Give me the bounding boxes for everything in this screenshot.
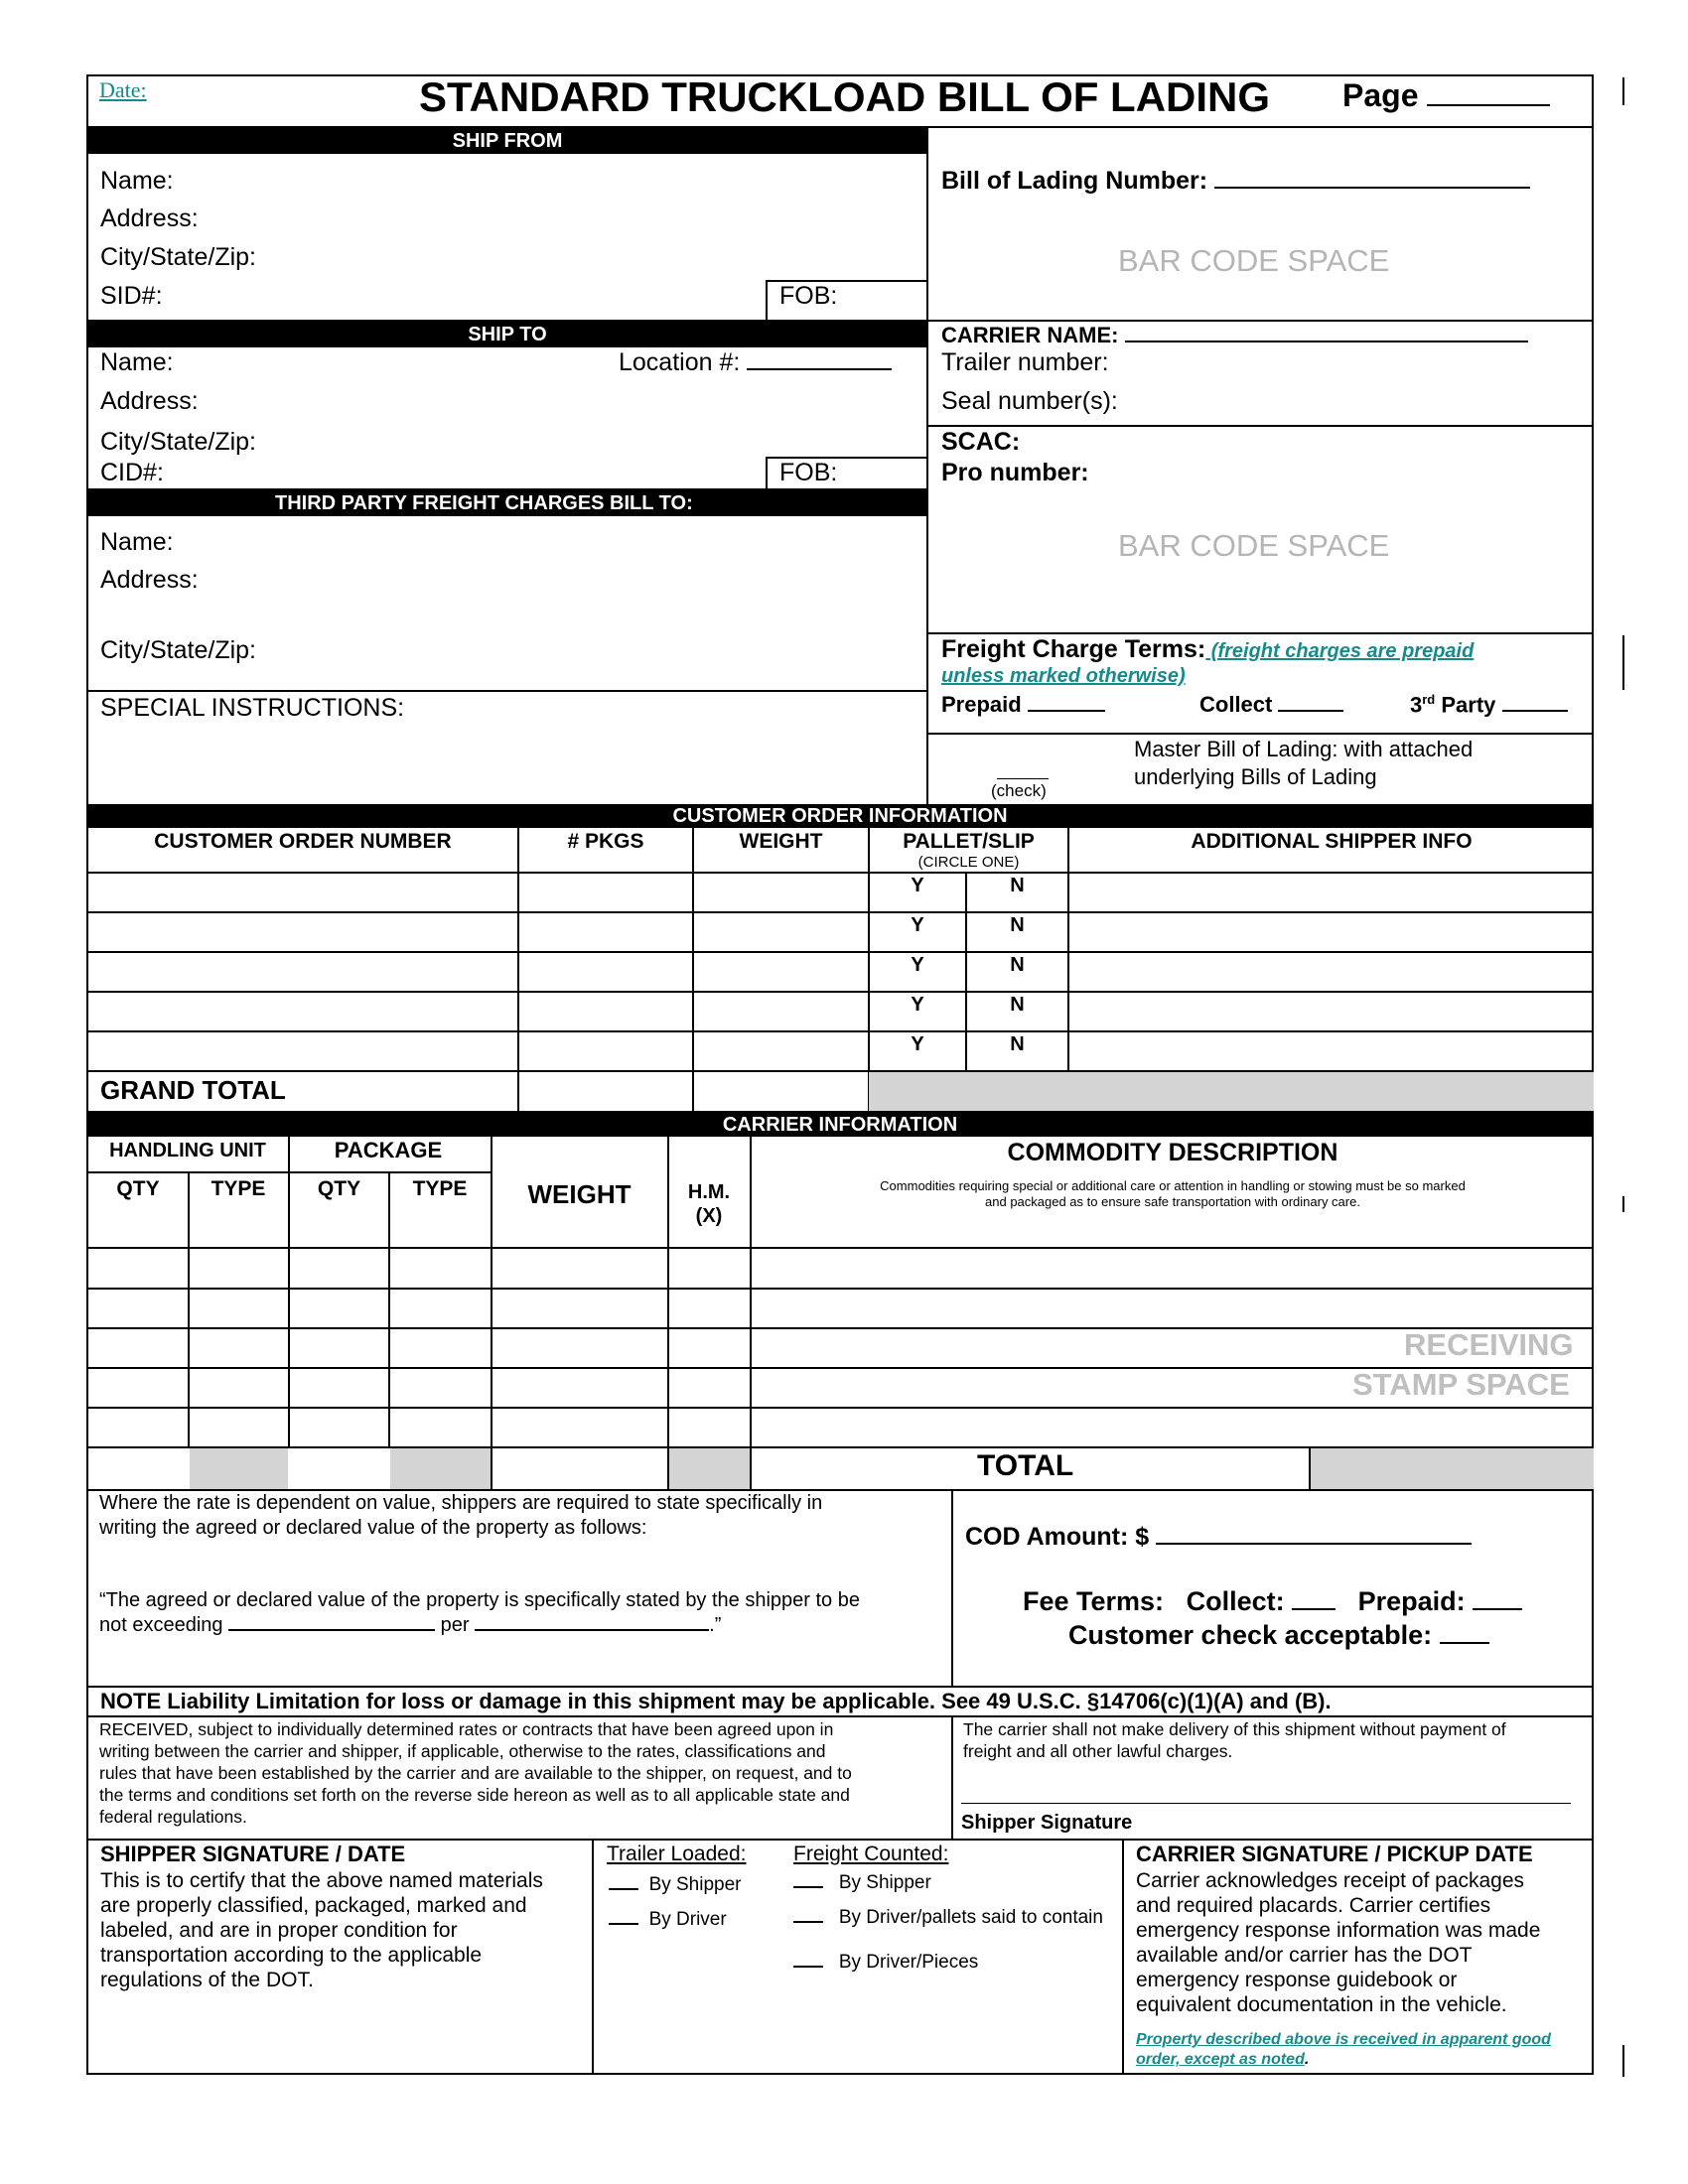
customer-order-header: CUSTOMER ORDER NUMBER	[154, 830, 452, 853]
total-shaded	[1311, 1448, 1594, 1489]
pallet-no[interactable]: N	[1010, 954, 1025, 976]
customer-order-header: PALLET/SLIP	[903, 830, 1035, 853]
commodity-description-header: COMMODITY DESCRIPTION	[1007, 1139, 1338, 1166]
pallet-yes[interactable]: Y	[911, 875, 924, 896]
value-statement-1: Where the rate is dependent on value, shippers are required to state specifically in	[99, 1492, 823, 1514]
shipper-signature-label: Shipper Signature	[961, 1812, 1133, 1834]
master-bol-line1: Master Bill of Lading: with attached	[1134, 737, 1474, 761]
master-bol-checkbox[interactable]	[997, 778, 1049, 779]
bol-number-label: Bill of Lading Number:	[941, 167, 1530, 196]
seal-numbers[interactable]: Seal number(s):	[941, 387, 1118, 415]
cod-amount-field[interactable]	[1156, 1543, 1472, 1545]
pallet-yes[interactable]: Y	[911, 914, 924, 936]
ship-to-fob[interactable]: FOB:	[779, 459, 838, 486]
collect-option[interactable]: Collect	[1199, 692, 1343, 718]
ship-from-sid[interactable]: SID#:	[100, 282, 163, 310]
no-delivery-2: freight and all other lawful charges.	[963, 1741, 1233, 1761]
rule	[86, 991, 1594, 993]
pallet-no[interactable]: N	[1010, 875, 1025, 896]
shipper-signature-title: SHIPPER SIGNATURE / DATE	[100, 1842, 406, 1866]
total-label: TOTAL	[977, 1449, 1074, 1482]
grand-total-label: GRAND TOTAL	[100, 1075, 286, 1105]
carrier-cert-3: emergency response information was made	[1136, 1919, 1541, 1942]
check-label: (check)	[991, 781, 1047, 800]
ship-to-cid[interactable]: CID#:	[100, 459, 164, 486]
package-header: PACKAGE	[334, 1138, 443, 1162]
liability-note: NOTE Liability Limitation for loss or damage in this shipment may be applicable. See 49 U.S.C. §14706(c)(1)(A) and (B).	[100, 1689, 1332, 1713]
hm-x-header: (X)	[695, 1205, 723, 1227]
carrier-cert-2: and required placards. Carrier certifies	[1136, 1894, 1491, 1917]
rule	[766, 457, 768, 488]
trailer-number[interactable]: Trailer number:	[941, 348, 1109, 376]
rule	[86, 1247, 1594, 1249]
no-delivery-1: The carrier shall not make delivery of this shipment without payment of	[963, 1719, 1506, 1739]
rule	[86, 951, 1594, 953]
customer-check-acceptable: Customer check acceptable:	[1068, 1620, 1489, 1651]
rule	[926, 425, 1594, 427]
freight-counted-by-driver-pieces[interactable]: By Driver/Pieces	[793, 1952, 978, 1974]
shipper-cert-5: regulations of the DOT.	[100, 1969, 314, 1991]
rule	[1122, 1839, 1124, 2074]
rule	[951, 1715, 953, 1839]
carrier-cert-4: available and/or carrier has the DOT	[1136, 1944, 1473, 1967]
circle-one-note: (CIRCLE ONE)	[917, 854, 1020, 871]
pallet-no[interactable]: N	[1010, 994, 1025, 1016]
carrier-name-label: CARRIER NAME:	[941, 323, 1528, 348]
shipper-cert-2: are properly classified, packaged, marked and	[100, 1894, 527, 1917]
rule	[926, 632, 1594, 634]
pallet-no[interactable]: N	[1010, 914, 1025, 936]
rule	[926, 733, 1594, 735]
rule	[86, 872, 1594, 874]
margin-marker	[1622, 2045, 1624, 2077]
receiving-stamp-space: STAMP SPACE	[1352, 1367, 1570, 1402]
carrier-cert-6: equivalent documentation in the vehicle.	[1136, 1993, 1507, 2016]
value-statement-3: “The agreed or declared value of the property is specifically stated by the shipper to be	[99, 1589, 860, 1611]
shipper-cert-1: This is to certify that the above named materials	[100, 1869, 543, 1892]
customer-order-header: ADDITIONAL SHIPPER INFO	[1191, 830, 1473, 853]
value-statement-2: writing the agreed or declared value of the property as follows:	[99, 1517, 647, 1539]
pro-number[interactable]: Pro number:	[941, 459, 1089, 486]
commodity-note-2: and packaged as to ensure safe transportation with ordinary care.	[985, 1194, 1360, 1209]
pallet-yes[interactable]: Y	[911, 994, 924, 1016]
margin-marker	[1622, 635, 1624, 690]
carrier-info-bar: CARRIER INFORMATION	[86, 1113, 1594, 1137]
rule	[517, 828, 519, 1111]
qty-header: QTY	[317, 1177, 361, 1200]
received-terms-4: the terms and conditions set forth on the reverse side hereon as well as to all applicable state and	[99, 1785, 850, 1805]
third-party-name[interactable]: Name:	[100, 528, 174, 556]
total-shaded	[390, 1448, 491, 1489]
received-terms-1: RECEIVED, subject to individually determined rates or contracts that have been agreed upon in	[99, 1719, 834, 1739]
apparent-good-order-1: Property described above is received in apparent good	[1136, 2031, 1551, 2048]
rule	[86, 1030, 1594, 1032]
total-shaded	[190, 1448, 288, 1489]
customer-order-header: WEIGHT	[739, 830, 823, 853]
ship-to-bar: SHIP TO	[88, 322, 926, 347]
carrier-name-field[interactable]	[1125, 341, 1528, 342]
special-instructions[interactable]: SPECIAL INSTRUCTIONS:	[100, 694, 405, 722]
shipper-cert-3: labeled, and are in proper condition for	[100, 1919, 458, 1942]
scac[interactable]: SCAC:	[941, 428, 1021, 456]
freight-counted-by-driver-pallets[interactable]: By Driver/pallets said to contain	[793, 1907, 1103, 1929]
rule	[86, 911, 1594, 913]
freight-charge-terms: Freight Charge Terms: (freight charges are prepaid	[941, 635, 1475, 663]
declared-value-field[interactable]	[228, 1629, 435, 1631]
ship-from-fob[interactable]: FOB:	[779, 282, 838, 310]
rule	[951, 1489, 953, 1686]
page-number-label: Page	[1342, 77, 1550, 114]
declared-value-per-field[interactable]	[475, 1629, 709, 1631]
freight-counted-title: Freight Counted:	[793, 1843, 949, 1865]
received-terms-2: writing between the carrier and shipper, if applicable, otherwise to the rates, classifications and	[99, 1741, 826, 1761]
prepaid-option[interactable]: Prepaid	[941, 692, 1105, 718]
rule	[926, 126, 928, 804]
weight-header: WEIGHT	[527, 1179, 632, 1209]
freight-counted-by-shipper[interactable]: By Shipper	[793, 1872, 931, 1894]
ship-to-city[interactable]: City/State/Zip:	[100, 428, 256, 456]
qty-header: QTY	[116, 1177, 160, 1200]
rule	[86, 1715, 1594, 1717]
rule	[592, 1839, 594, 2074]
customer-order-header: # PKGS	[567, 830, 644, 853]
rule	[766, 280, 768, 320]
ship-from-address[interactable]: Address:	[100, 205, 199, 232]
trailer-loaded-by-driver[interactable]: By Driver	[609, 1909, 727, 1931]
ship-from-city[interactable]: City/State/Zip:	[100, 243, 256, 271]
rule	[1067, 828, 1069, 1070]
total-shaded	[669, 1448, 750, 1489]
trailer-loaded-title: Trailer Loaded:	[607, 1843, 747, 1865]
rule	[86, 1407, 1594, 1409]
third-party-city[interactable]: City/State/Zip:	[100, 636, 256, 664]
grand-total-shaded	[869, 1072, 1594, 1111]
ship-to-location[interactable]: Location #:	[619, 348, 892, 377]
third-party-option[interactable]: 3rd Party	[1410, 692, 1568, 718]
commodity-note-1: Commodities requiring special or additional care or attention in handling or stowing must be so marked	[880, 1178, 1466, 1193]
carrier-cert-5: emergency response guidebook or	[1136, 1969, 1458, 1991]
date-label: Date:	[99, 77, 147, 102]
rule	[86, 1839, 1594, 1841]
rule	[692, 828, 694, 1111]
customer-order-bar: CUSTOMER ORDER INFORMATION	[86, 804, 1594, 828]
rule	[86, 1171, 491, 1173]
rule	[388, 1171, 390, 1446]
apparent-good-order-2: order, except as noted.	[1136, 2051, 1310, 2068]
handling-unit-header: HANDLING UNIT	[109, 1140, 266, 1161]
fee-terms: Fee Terms: Collect: Prepaid:	[1023, 1586, 1522, 1617]
carrier-cert-1: Carrier acknowledges receipt of packages	[1136, 1869, 1525, 1892]
pallet-yes[interactable]: Y	[911, 1033, 924, 1055]
received-terms-5: federal regulations.	[99, 1807, 247, 1827]
type-header: TYPE	[412, 1177, 468, 1200]
value-statement-4: not exceeding per .”	[99, 1614, 722, 1636]
cod-amount: COD Amount: $	[965, 1523, 1472, 1552]
shipper-cert-4: transportation according to the applicable	[100, 1944, 483, 1967]
shipper-signature-line[interactable]	[961, 1803, 1571, 1804]
ship-to-name[interactable]: Name:	[100, 348, 174, 376]
third-party-bar: THIRD PARTY FREIGHT CHARGES BILL TO:	[88, 490, 926, 516]
customer-check-field[interactable]	[1440, 1642, 1489, 1644]
ship-from-name[interactable]: Name:	[100, 167, 174, 195]
barcode-space-1: BAR CODE SPACE	[1118, 243, 1390, 278]
trailer-loaded-by-shipper[interactable]: By Shipper	[609, 1874, 742, 1896]
ship-to-address[interactable]: Address:	[100, 387, 199, 415]
fee-collect-field[interactable]	[1292, 1608, 1336, 1610]
third-party-address[interactable]: Address:	[100, 566, 199, 594]
receiving-stamp-space: RECEIVING	[1404, 1327, 1574, 1362]
carrier-signature-title: CARRIER SIGNATURE / PICKUP DATE	[1136, 1842, 1533, 1866]
margin-marker	[1622, 1196, 1624, 1212]
freight-terms-note: unless marked otherwise)	[941, 665, 1186, 687]
fee-prepaid-field[interactable]	[1473, 1608, 1522, 1610]
received-terms-3: rules that have been established by the carrier and are available to the shipper, on request, and to	[99, 1763, 852, 1783]
rule	[86, 1288, 1594, 1290]
pallet-no[interactable]: N	[1010, 1033, 1025, 1055]
rule	[86, 1686, 1594, 1688]
barcode-space-2: BAR CODE SPACE	[1118, 528, 1390, 563]
ship-from-bar: SHIP FROM	[88, 128, 926, 154]
page-title: STANDARD TRUCKLOAD BILL OF LADING	[419, 73, 1271, 120]
rule	[86, 690, 926, 692]
rule	[86, 1327, 1594, 1329]
bol-number-field[interactable]	[1214, 187, 1530, 189]
pallet-yes[interactable]: Y	[911, 954, 924, 976]
rule	[188, 1171, 190, 1446]
master-bol-line2: underlying Bills of Lading	[1134, 764, 1377, 789]
hm-header: H.M.	[687, 1181, 731, 1203]
type-header: TYPE	[211, 1177, 266, 1200]
margin-marker	[1622, 77, 1624, 105]
